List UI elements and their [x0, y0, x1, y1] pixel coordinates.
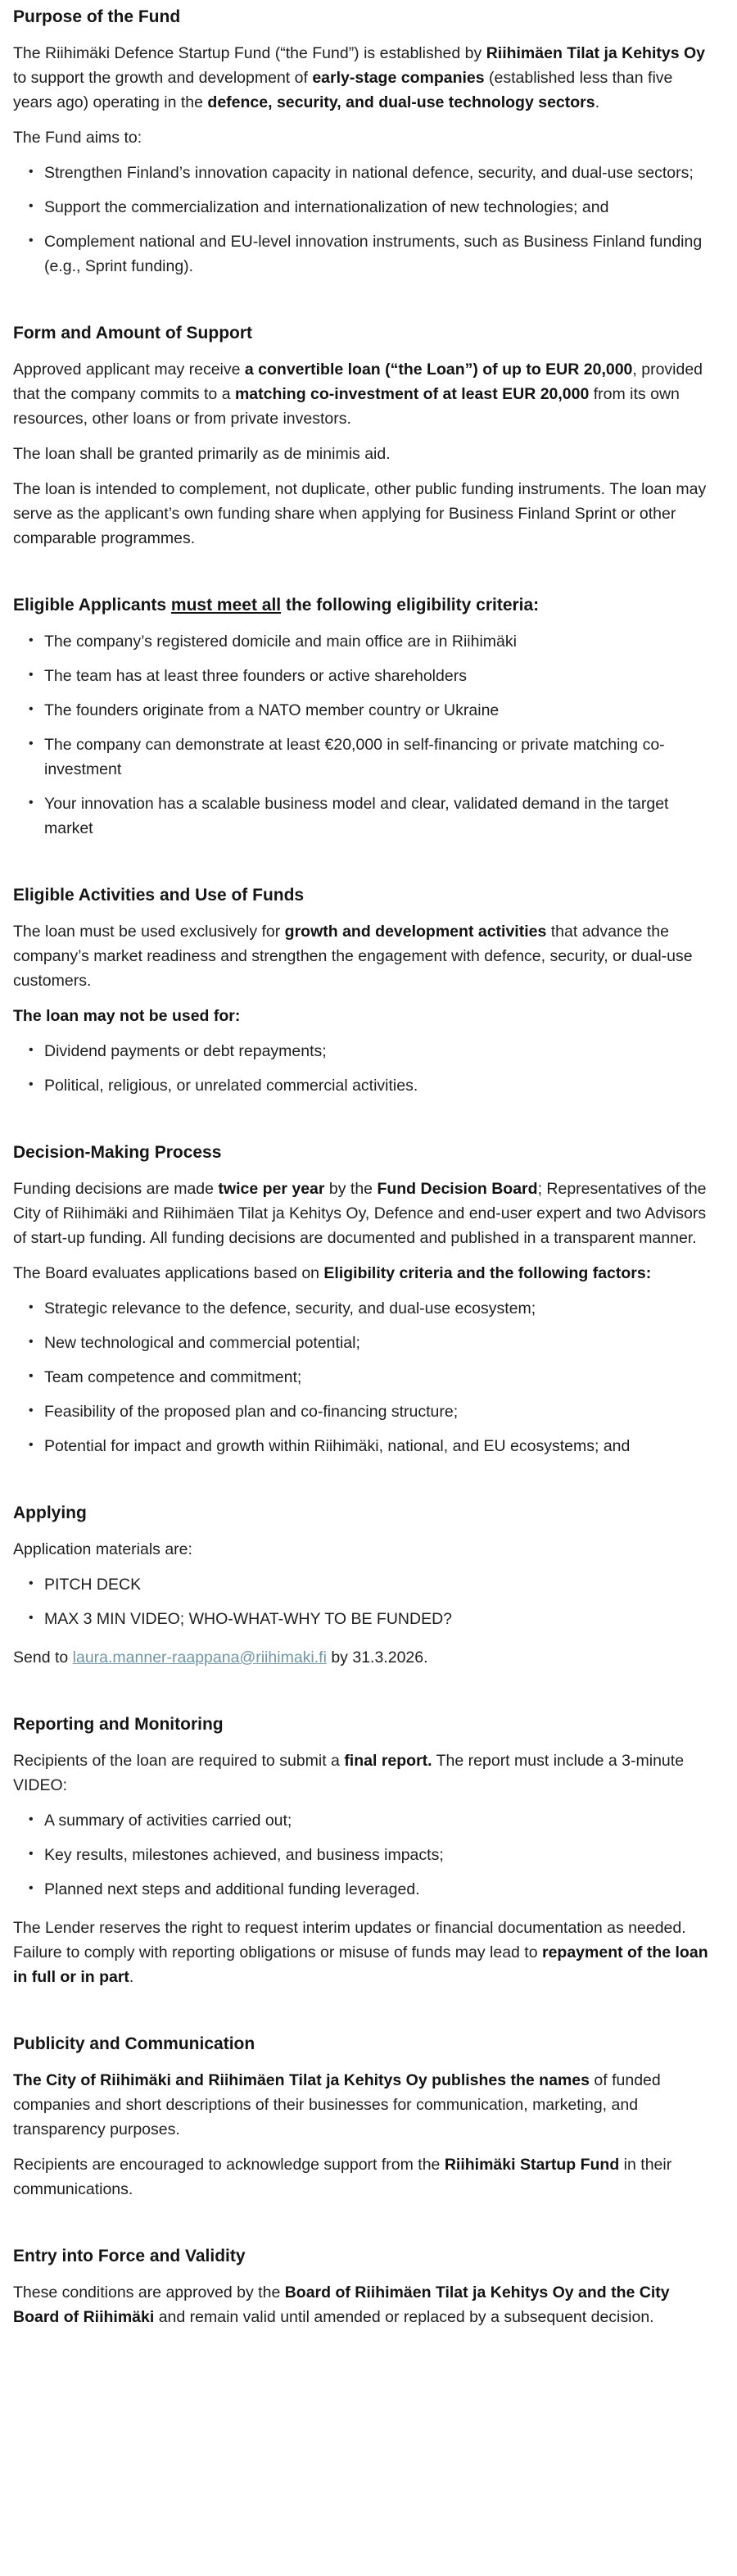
bold-text-run: Riihimäen Tilat ja Kehitys Oy: [486, 44, 705, 62]
text-run: (established less than five years ago) operating in the: [13, 69, 673, 111]
email-link[interactable]: laura.manner-raappana@riihimaki.fi: [72, 1649, 327, 1667]
paragraph: [13, 1537, 709, 1562]
bold-text-run: The loan may not be used for:: [13, 1007, 241, 1025]
text-run: The report must include a 3-minute VIDEO:: [13, 1752, 685, 1794]
section-heading: [13, 1141, 709, 1165]
section-heading: [13, 2244, 709, 2269]
text-run: Send to: [13, 1649, 73, 1667]
text-run: Potential for impact and growth within Riihimäki, national, and EU ecosystems; and: [44, 1437, 631, 1455]
text-run: Dividend payments or debt repayments;: [44, 1042, 327, 1060]
text-run: that advance the company’s market readiness and strengthen the engagement with defence, security, or dual-use customers.: [13, 923, 693, 990]
text-run: Your innovation has a scalable business model and clear, validated demand in the target market: [44, 795, 669, 837]
section-publicity: [13, 2032, 709, 2202]
list-item: [27, 732, 709, 782]
bullet-list: [13, 1296, 709, 1458]
document-body: [13, 5, 709, 2329]
text-run: Recipients are encouraged to acknowledge support from the: [13, 2156, 445, 2174]
text-run: PITCH DECK: [44, 1576, 142, 1594]
list-item: [27, 1331, 709, 1355]
list-item: [27, 195, 709, 220]
bold-text-run: matching co-investment of at least EUR 20,000: [234, 385, 590, 403]
paragraph: [13, 477, 709, 551]
text-run: by the: [324, 1180, 378, 1198]
text-run: Purpose of the Fund: [13, 7, 181, 26]
paragraph: [13, 1261, 709, 1286]
list-item: [27, 1073, 709, 1098]
text-run: .: [595, 93, 600, 111]
section-purpose: [13, 5, 709, 279]
list-item: [27, 229, 709, 279]
paragraph: [13, 1004, 709, 1028]
text-run: Recipients of the loan are required to submit a: [13, 1752, 345, 1770]
text-run: in their communications.: [13, 2156, 672, 2198]
text-run: Approved applicant may receive: [13, 361, 245, 379]
paragraph: [13, 125, 709, 150]
paragraph: [13, 2152, 709, 2202]
text-run: Eligible Activities and Use of Funds: [13, 886, 305, 905]
bold-text-run: early-stage companies: [312, 69, 485, 87]
bold-text-run: final report.: [344, 1752, 432, 1770]
text-run: The company’s registered domicile and main office are in Riihimäki: [44, 633, 517, 651]
section-eligible-applicants: [13, 593, 709, 841]
text-run: Reporting and Monitoring: [13, 1715, 224, 1734]
text-run: New technological and commercial potential;: [44, 1334, 360, 1352]
list-item: [27, 1296, 709, 1321]
list-item: [27, 1572, 709, 1597]
list-item: [27, 1877, 709, 1902]
text-run: Decision-Making Process: [13, 1143, 222, 1162]
text-run: Support the commercialization and internationalization of new technologies; and: [44, 198, 609, 216]
bold-text-run: defence, security, and dual-use technology sectors: [207, 93, 595, 111]
text-run: ; Representatives of the City of Riihimäki and Riihimäen Tilat ja Kehitys Oy, Defence and end-user expert and two Advisors of start-up funding. All funding decisions are documented and published in a transparent manner.: [13, 1180, 707, 1247]
bullet-list: [13, 1039, 709, 1098]
list-item: [27, 1365, 709, 1390]
section-heading: [13, 593, 709, 618]
text-run: to support the growth and development of: [13, 69, 313, 87]
section-heading: [13, 5, 709, 29]
text-run: .: [129, 1968, 134, 1986]
bold-text-run: Board of Riihimäen Tilat ja Kehitys Oy and the City Board of Riihimäki: [13, 2283, 670, 2326]
text-run: The Fund aims to:: [13, 129, 142, 147]
paragraph: [13, 2280, 709, 2329]
bold-text-run: The City of Riihimäki and Riihimäen Tilat ja Kehitys Oy publishes the names: [13, 2071, 590, 2089]
list-item: [27, 161, 709, 185]
list-item: [27, 664, 709, 688]
text-run: The founders originate from a NATO member country or Ukraine: [44, 701, 500, 719]
text-run: Planned next steps and additional funding leveraged.: [44, 1880, 420, 1898]
text-run: must meet all: [170, 596, 282, 615]
text-run: MAX 3 MIN VIDEO; WHO-WHAT-WHY TO BE FUNDED?: [44, 1610, 453, 1628]
text-run: The Riihimäki Defence Startup Fund (“the Fund”) is established by: [13, 44, 486, 62]
bold-text-run: Fund Decision Board: [377, 1180, 538, 1198]
bold-text-run: Eligibility criteria and the following factors:: [323, 1264, 652, 1282]
text-run: Team competence and commitment;: [44, 1368, 302, 1386]
bold-text-run: repayment of the loan in full or in part: [13, 1943, 708, 1986]
text-run: Feasibility of the proposed plan and co-financing structure;: [44, 1403, 459, 1421]
list-item: [27, 1399, 709, 1424]
text-run: Application materials are:: [13, 1540, 192, 1558]
section-entry-into-force: [13, 2244, 709, 2329]
paragraph: [13, 1916, 709, 1989]
section-heading: [13, 1501, 709, 1526]
list-item: [27, 1607, 709, 1631]
text-run: The Board evaluates applications based on: [13, 1264, 324, 1282]
text-run: Political, religious, or unrelated commercial activities.: [44, 1077, 418, 1095]
paragraph: [13, 1748, 709, 1798]
text-run: The loan shall be granted primarily as de minimis aid.: [13, 445, 391, 463]
text-run: The loan is intended to complement, not duplicate, other public funding instruments. The loan may serve as the applicant’s own funding share when applying for Business Finland Sprint or other comparable programmes.: [13, 480, 707, 547]
section-heading: [13, 883, 709, 908]
section-heading: [13, 2032, 709, 2057]
text-run: The team has at least three founders or active shareholders: [44, 667, 467, 685]
text-run: Strengthen Finland’s innovation capacity in national defence, security, and dual-use sectors;: [44, 164, 694, 182]
text-run: Funding decisions are made: [13, 1180, 219, 1198]
text-run: Strategic relevance to the defence, security, and dual-use ecosystem;: [44, 1299, 536, 1317]
list-item: [27, 791, 709, 841]
text-run: A summary of activities carried out;: [44, 1812, 292, 1830]
bullet-list: [13, 1572, 709, 1631]
bold-text-run: twice per year: [218, 1180, 325, 1198]
text-run: Complement national and EU-level innovation instruments, such as Business Finland funding (e.g., Sprint funding).: [44, 233, 703, 275]
bold-text-run: Riihimäki Startup Fund: [444, 2156, 620, 2174]
bold-text-run: growth and development activities: [284, 923, 547, 941]
section-heading: [13, 1712, 709, 1737]
text-run: Entry into Force and Validity: [13, 2247, 246, 2265]
text-run: Form and Amount of Support: [13, 324, 253, 342]
paragraph: [13, 357, 709, 431]
bold-text-run: a convertible loan (“the Loan”) of up to EUR 20,000: [244, 361, 633, 379]
text-run: by 31.3.2026.: [326, 1649, 428, 1667]
paragraph: [13, 41, 709, 115]
text-run: , provided that the company commits to a: [13, 361, 703, 403]
list-item: [27, 698, 709, 723]
bullet-list: [13, 629, 709, 841]
list-item: [27, 1843, 709, 1867]
text-run: and remain valid until amended or replaced by a subsequent decision.: [154, 2308, 654, 2326]
list-item: [27, 629, 709, 654]
text-run: The Lender reserves the right to request interim updates or financial documentation as needed. Failure to comply with reporting obligations or misuse of funds may lead to: [13, 1919, 686, 1961]
bullet-list: [13, 161, 709, 279]
section-applying: [13, 1501, 709, 1670]
paragraph: [13, 1645, 709, 1670]
paragraph: [13, 2068, 709, 2142]
text-run: the following eligibility criteria:: [281, 596, 540, 615]
section-reporting: [13, 1712, 709, 1989]
list-item: [27, 1039, 709, 1064]
text-run: from its own resources, other loans or from private investors.: [13, 385, 680, 428]
section-eligible-activities: [13, 883, 709, 1098]
text-run: The company can demonstrate at least €20,000 in self-financing or private matching co-investment: [44, 736, 665, 778]
text-run: of funded companies and short descriptions of their businesses for communication, marketing, and transparency purposes.: [13, 2071, 661, 2138]
bullet-list: [13, 1808, 709, 1902]
text-run: These conditions are approved by the: [13, 2283, 285, 2302]
paragraph: [13, 1177, 709, 1250]
paragraph: [13, 442, 709, 466]
paragraph: [13, 919, 709, 993]
section-form-and-amount: [13, 321, 709, 551]
section-heading: [13, 321, 709, 346]
text-run: Publicity and Communication: [13, 2034, 255, 2053]
list-item: [27, 1808, 709, 1833]
section-decision-making: [13, 1141, 709, 1458]
text-run: Key results, milestones achieved, and business impacts;: [44, 1846, 444, 1864]
text-run: The loan must be used exclusively for: [13, 923, 285, 941]
text-run: Eligible Applicants: [13, 596, 171, 615]
text-run: Applying: [13, 1503, 87, 1522]
list-item: [27, 1434, 709, 1458]
